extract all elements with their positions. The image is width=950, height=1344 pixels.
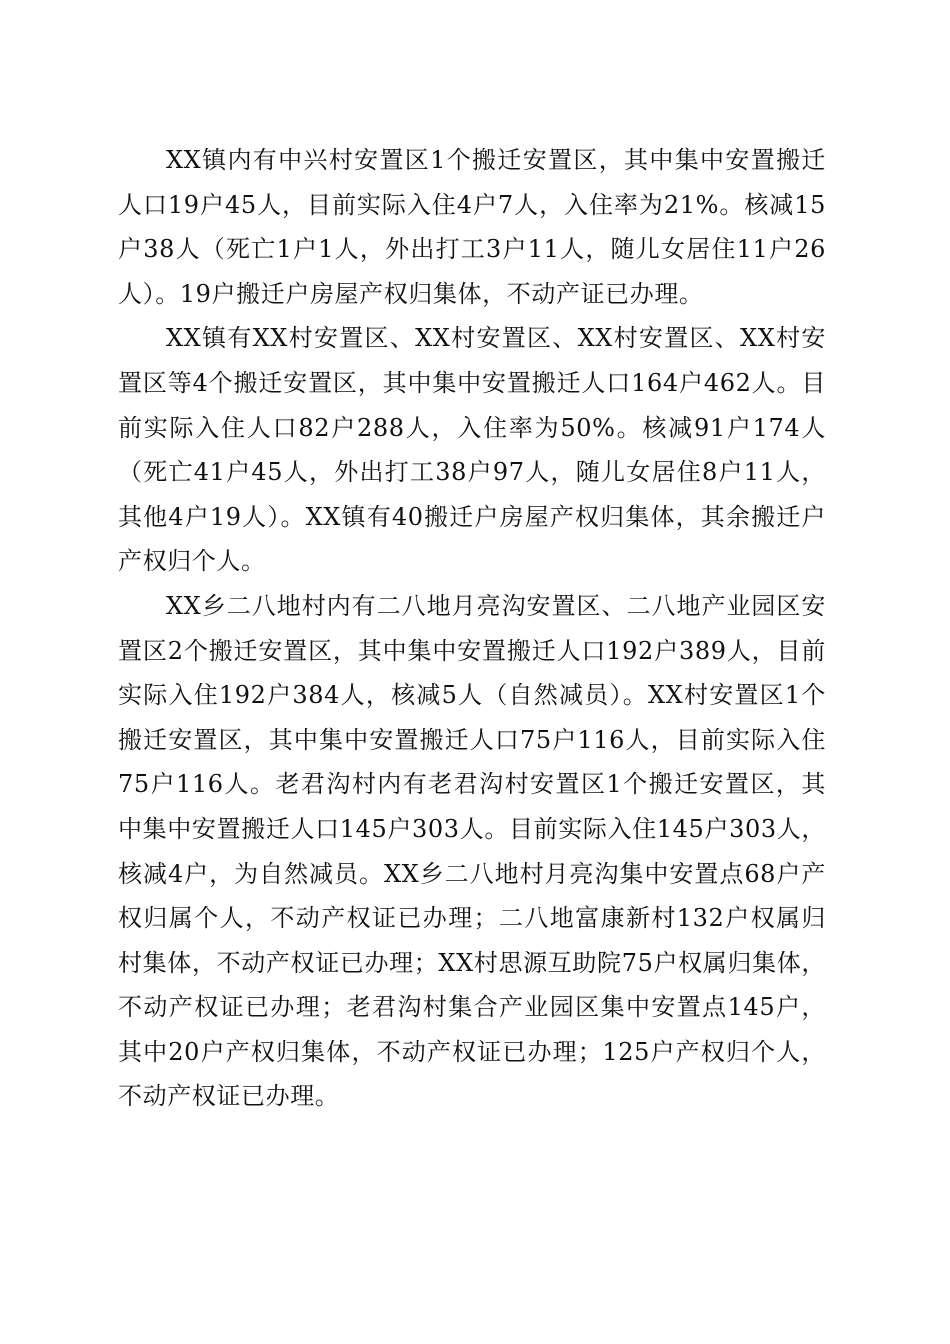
paragraph-2: XX镇有XX村安置区、XX村安置区、XX村安置区、XX村安置区等4个搬迁安置区，其中集中安置搬迁人口164户462人。目前实际入住人口82户288人，入住率为50%。核减91户174人（死亡41户45人，外出打工38户97人，随儿女居住8户11人，其他4户19人）。XX镇有40搬迁户房屋产权归集体，其余搬迁户产权归个人。	[118, 324, 826, 576]
document-body	[118, 138, 826, 1119]
paragraph-1: XX镇内有中兴村安置区1个搬迁安置区，其中集中安置搬迁人口19户45人，目前实际入住4户7人，入住率为21%。核减15户38人（死亡1户1人，外出打工3户11人，随儿女居住11户26人）。19户搬迁户房屋产权归集体，不动产证已办理。	[118, 146, 826, 308]
paragraph-3: XX乡二八地村内有二八地月亮沟安置区、二八地产业园区安置区2个搬迁安置区，其中集中安置搬迁人口192户389人，目前实际入住192户384人，核减5人（自然减员）。XX村安置区1个搬迁安置区，其中集中安置搬迁人口75户116人，目前实际入住75户116人。老君沟村内有老君沟村安置区1个搬迁安置区，其中集中安置搬迁人口145户303人。目前实际入住145户303人，核减4户，为自然减员。XX乡二八地村月亮沟集中安置点68户产权归属个人，不动产权证已办理；二八地富康新村132户权属归村集体，不动产权证已办理；XX村思源互助院75户权属归集体，不动产权证已办理；老君沟村集合产业园区集中安置点145户，其中20户产权归集体，不动产权证已办理；125户产权归个人，不动产权证已办理。	[118, 591, 826, 1111]
